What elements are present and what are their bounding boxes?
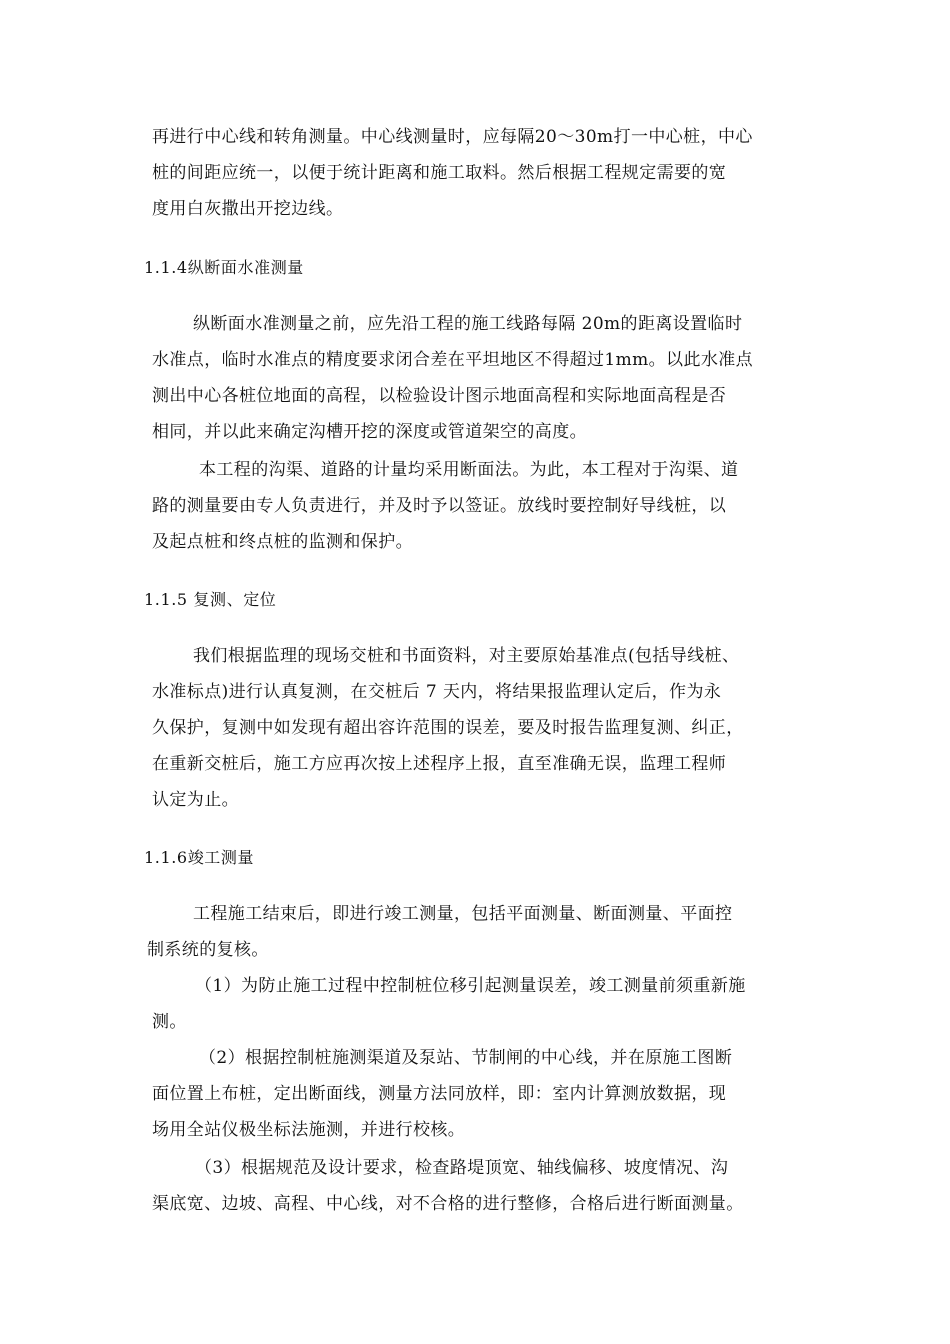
- list-item-3: （3）根据规范及设计要求，检查路堤顶宽、轴线偏移、坡度情况、沟: [195, 1158, 729, 1178]
- paragraph-line: 久保护，复测中如发现有超出容许范围的误差，要及时报告监理复测、纠正，: [152, 718, 744, 738]
- list-item-1: 测。: [152, 1012, 187, 1032]
- paragraph-line: 相同，并以此来确定沟槽开挖的深度或管道架空的高度。: [152, 422, 587, 442]
- paragraph-line: 在重新交桩后，施工方应再次按上述程序上报，直至准确无误，监理工程师: [152, 754, 727, 774]
- paragraph-line: 工程施工结束后，即进行竣工测量，包括平面测量、断面测量、平面控: [193, 904, 733, 924]
- paragraph-line: 水准标点)进行认真复测，在交桩后 7 天内，将结果报监理认定后，作为永: [152, 682, 722, 702]
- list-item-3: 渠底宽、边坡、高程、中心线，对不合格的进行整修，合格后进行断面测量。: [152, 1194, 744, 1214]
- paragraph-line: 认定为止。: [152, 790, 239, 810]
- paragraph-line: 路的测量要由专人负责进行，并及时予以签证。放线时要控制好导线桩，以: [152, 496, 727, 516]
- paragraph-line: 及起点桩和终点桩的监测和保护。: [152, 532, 413, 552]
- paragraph-line: 我们根据监理的现场交桩和书面资料，对主要原始基准点(包括导线桩、: [193, 646, 740, 666]
- list-item-2: （2）根据控制桩施测渠道及泵站、节制闸的中心线，并在原施工图断: [199, 1048, 733, 1068]
- section-heading-1-1-4: 1.1.4纵断面水准测量: [144, 258, 304, 277]
- paragraph-line: 水准点，临时水准点的精度要求闭合差在平坦地区不得超过1mm。以此水准点: [152, 350, 754, 370]
- list-item-2: 面位置上布桩，定出断面线，测量方法同放样，即：室内计算测放数据，现: [152, 1084, 727, 1104]
- section-heading-1-1-6: 1.1.6竣工测量: [144, 848, 255, 867]
- intro-line: 桩的间距应统一，以便于统计距离和施工取料。然后根据工程规定需要的宽: [152, 163, 727, 183]
- section-heading-1-1-5: 1.1.5 复测、定位: [144, 590, 277, 609]
- paragraph-line: 纵断面水准测量之前，应先沿工程的施工线路每隔 20m的距离设置临时: [193, 314, 743, 334]
- paragraph-line: 制系统的复核。: [147, 940, 269, 960]
- intro-line: 度用白灰撒出开挖边线。: [152, 199, 344, 219]
- intro-line: 再进行中心线和转角测量。中心线测量时，应每隔20～30m打一中心桩，中心: [152, 127, 753, 147]
- paragraph-line: 测出中心各桩位地面的高程，以检验设计图示地面高程和实际地面高程是否: [152, 386, 727, 406]
- list-item-2: 场用全站仪极坐标法施测，并进行校核。: [152, 1120, 466, 1140]
- paragraph-line: 本工程的沟渠、道路的计量均采用断面法。为此，本工程对于沟渠、道: [199, 460, 739, 480]
- list-item-1: （1）为防止施工过程中控制桩位移引起测量误差，竣工测量前须重新施: [195, 976, 746, 996]
